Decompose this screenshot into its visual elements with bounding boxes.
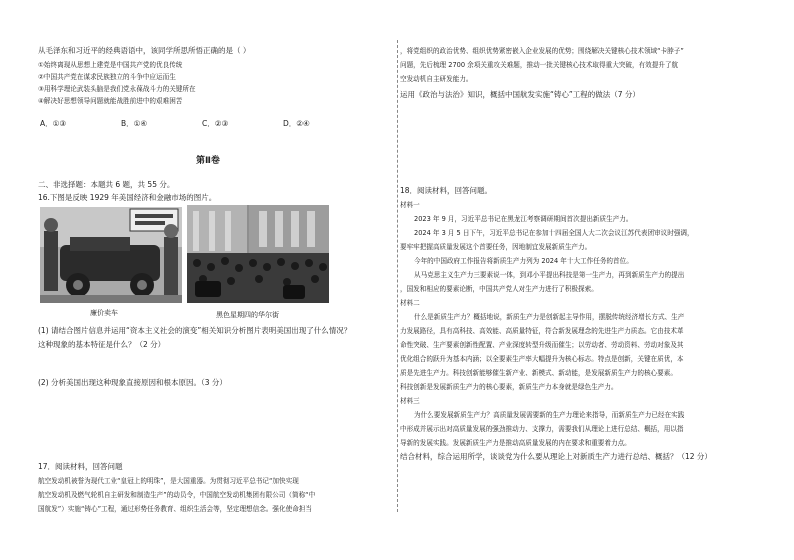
q18-m2-line1: 什么是新质生产力？概括地说，新质生产力是创新起主导作用，摆脱传统经济增长方式、生产 — [414, 313, 685, 321]
part2-instruction: 二、非选择题：本题共 6 题，共 55 分。 — [38, 180, 175, 189]
q18-material2-label: 材料二 — [400, 299, 420, 307]
q17-para-line3: 国航发”）实施“铸心”工程，通过形势任务教育、组织生活会等，坚定理想信念。强化使命担当 — [38, 505, 312, 513]
q16-sub2: (2) 分析美国出现这种现象直接原因和根本原因。（3 分） — [38, 378, 227, 387]
q18-m2-line2: 力发展路径，具有高科技、高效能、高质量特征，符合新发展理念的先进生产力质态。它由技术革 — [400, 327, 684, 335]
q16-stem: 16.下图是反映 1929 年美国经济和金融市场的图片。 — [38, 193, 217, 202]
q17-para-line2: 航空发动机及燃气轮机自主研发和制造生产”的动员令，中国航空发动机集团有限公司（简称“中 — [38, 491, 316, 499]
q18-material3-label: 材料三 — [400, 397, 420, 405]
mc-option-d: D．②④ — [283, 119, 310, 128]
q18-m2-line3: 命性突破、生产要素创新性配置、产业深度转型升级而催生；以劳动者、劳动资料、劳动对象及其 — [400, 341, 684, 349]
right-column — [400, 0, 770, 560]
q18-m1-line5: 从马克思主义生产力三要素说一体，到邓小平提出科技是第一生产力，再到新质生产力的提出 — [414, 271, 685, 279]
q18-material1-label: 材料一 — [400, 201, 420, 209]
mc-option-a: A．①③ — [40, 119, 67, 128]
q16-sub1-line1: (1) 请结合图片信息并运用“资本主义社会的演变”相关知识分析图片表明美国出现了什么情况？ — [38, 326, 352, 335]
q18-m3-line2: 中形成并展示出对高质量发展的强劲推动力、支撑力，需要我们从理论上进行总结、概括，用以指 — [400, 425, 684, 433]
q17-cont-line1: ，将党组织的政治优势、组织优势紧密嵌入企业发展的优势；围绕解决关键核心技术领域“卡脖子” — [400, 47, 684, 55]
q17-title: 17．阅读材料，回答问题 — [38, 462, 123, 471]
mc-option-c: C．②③ — [202, 119, 229, 128]
cheap-car-photo — [40, 207, 182, 303]
part2-title: 第Ⅱ卷 — [196, 156, 220, 166]
q18-m1-line3: 要牢牢把握高质量发展这个首要任务，因地制宜发展新质生产力。 — [400, 243, 592, 251]
column-divider — [397, 40, 398, 512]
q17-task: 运用《政治与法治》知识，概括中国航发实施“铸心”工程的做法（7 分） — [400, 90, 640, 99]
q16-sub1-line2: 这种现象的基本特征是什么？（2 分） — [38, 340, 166, 349]
q18-m3-line3: 导新的发展实践。发展新质生产力是推动高质量发展的内在要求和重要着力点。 — [400, 439, 631, 447]
mc-question-stem: 从毛泽东和习近平的经典语语中，该同学所思所悟正确的是（ ） — [38, 46, 251, 55]
mc-item-2: ②中国共产党在谋求民族独立的斗争中应运而生 — [38, 73, 176, 81]
caption-cheap-car: 廉价卖车 — [90, 309, 118, 317]
caption-wall-street: 黑色星期四的华尔街 — [216, 311, 279, 319]
q18-m1-line2: 2024 年 3 月 5 日下午，习近平总书记在参加十四届全国人大二次会议江苏代表团审议时强调， — [414, 229, 694, 237]
mc-option-b: B．①④ — [121, 119, 148, 128]
q17-para-line1: 航空发动机被誉为现代工业“皇冠上的明珠”，是大国重器。为贯彻习近平总书记“加快实现 — [38, 477, 299, 485]
mc-item-4: ④解决好思想领导问题就能战胜前进中的艰难困苦 — [38, 97, 183, 105]
q18-m1-line1: 2023 年 9 月，习近平总书记在黑龙江考察调研期间首次提出新质生产力。 — [414, 215, 633, 223]
q17-cont-line3: 空发动机自主研发能力。 — [400, 75, 473, 83]
q17-cont-line2: 问题，先后梳理 2700 余项关重攻关难题，推动一批关键核心技术取得重大突破，有效提升了航 — [400, 61, 679, 69]
q18-m2-line5: 质是先进生产力。科技创新能够催生新产业、新模式、新动能，是发展新质生产力的核心要素。 — [400, 369, 677, 377]
q18-m2-line6: 科技创新是发展新质生产力的核心要素，新质生产力本身就是绿色生产力。 — [400, 383, 618, 391]
mc-item-1: ①始终离现从思想上建党是中国共产党的优良传统 — [38, 61, 183, 69]
mc-item-3: ③用科学理论武装头脑是我们党永葆战斗力的关键所在 — [38, 85, 196, 93]
q18-m2-line4: 优化组合的跃升为基本内涵；以全要素生产率大幅提升为核心标志。特点是创新，关键在质优，本 — [400, 355, 684, 363]
left-column — [38, 0, 390, 560]
q18-title: 18．阅读材料，回答问题。 — [400, 186, 493, 195]
wall-street-photo — [187, 205, 329, 303]
q18-m3-line1: 为什么要发展新质生产力？高质量发展需要新的生产力理论来指导，而新质生产力已经在实践 — [414, 411, 685, 419]
q18-m1-line4: 今年的中国政府工作报告将新质生产力列为 2024 年十大工作任务的首位。 — [414, 257, 633, 265]
q18-m1-line6: ，国发和相应的要素论断，中国共产党人对生产力进行了积极探索。 — [400, 285, 598, 293]
q18-task: 结合材料，综合运用所学，谈谈党为什么要从理论上对新质生产力进行总结、概括？（12 分） — [400, 452, 712, 461]
